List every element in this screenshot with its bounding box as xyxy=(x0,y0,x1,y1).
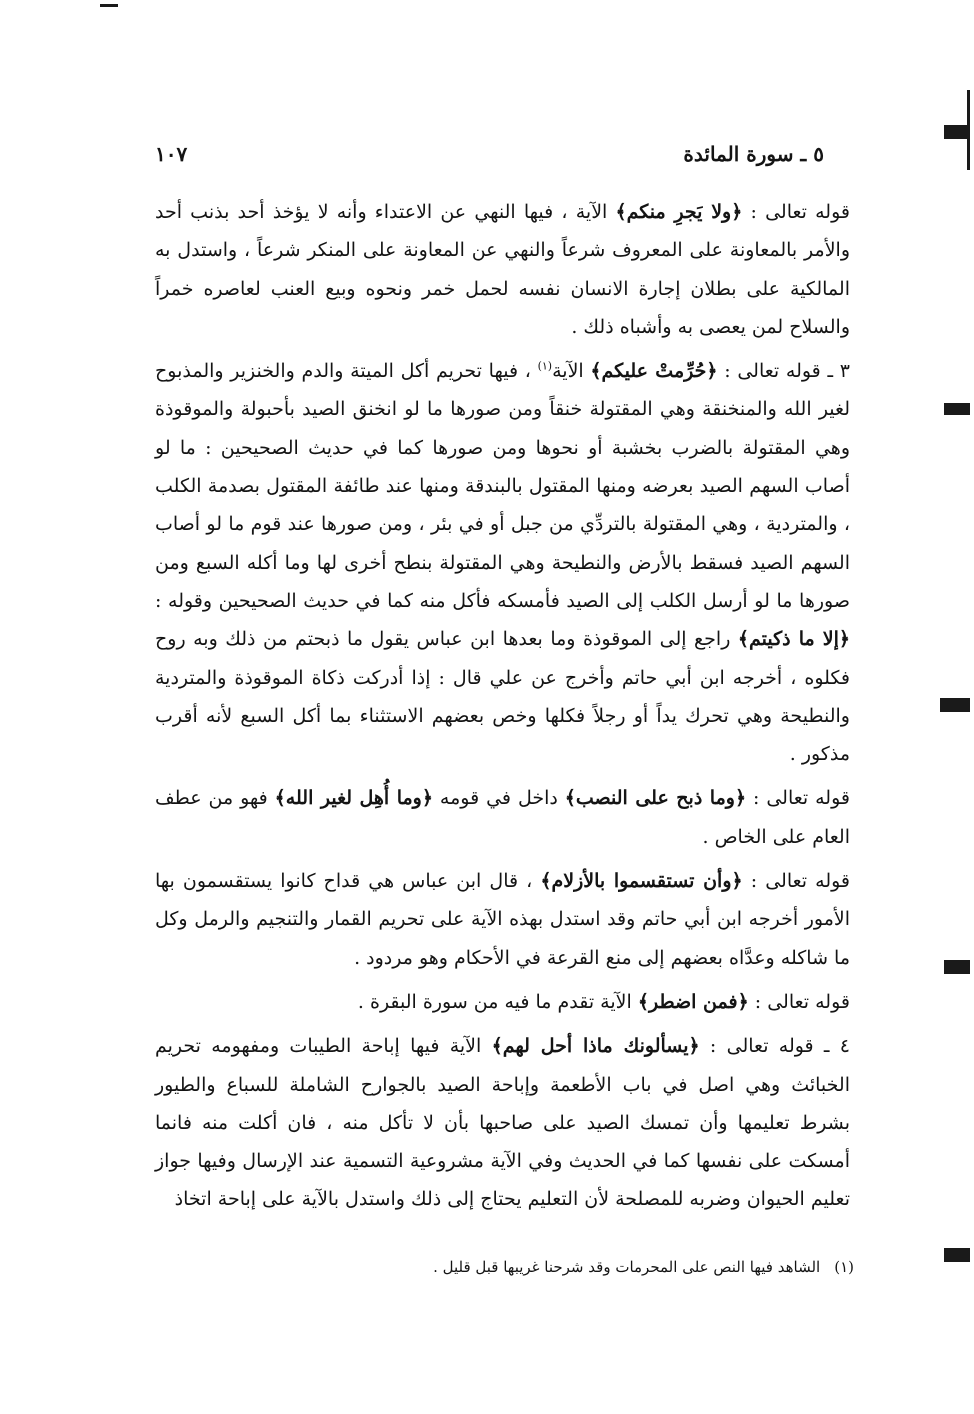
paragraph: قوله تعالى : ﴿وما ذبح على النصب﴾ داخل في قومه ﴿وما أُهِل لغير الله﴾ فهو من عطف العام على الخاص . xyxy=(155,787,850,848)
paragraph: قوله تعالى : ﴿فمن اضطر﴾ الآية تقدم ما فيه من سورة البقرة . xyxy=(357,990,850,1013)
paragraph: قوله تعالى : ﴿ولا يَجرِ منكم﴾ الآية ، فيها النهي عن الاعتداء وأنه لا يؤخذ أحد بذنب أحد والأمر بالمعاونة على المعروف شرعاً والنهي عن المعاونة على المنكر شرعاً ، واستدل به المالكية على بطلان إجارة الانسان نفسه لحمل خمر ونحوه وبيع العنب لعاصره خمراً والسلاح لمن يعصى به وأشباه ذلك . xyxy=(155,201,850,338)
scan-mark-right-6 xyxy=(944,1248,970,1262)
quran-quote: ﴿وأن تستقسموا بالأزلام﴾ xyxy=(540,870,743,893)
paragraph: ٤ ـ قوله تعالى : ﴿يسألونك ماذا أحل لهم﴾ الآية فيها إباحة الطيبات ومفهومه تحريم الخبائث وهي اصل في باب الأطعمة وإباحة الصيد بالجوارح الشاملة للسباع والطيور بشرط تعليمها وأن تمسك الصيد على صاحبها بأن لا تأكل منه ، فان أكلت منه فانما أمسكت على نفسها كما في الحديث وفي الآية مشروعية التسمية عند الإرسال وفيها جواز تعليم الحيوان وضربه للمصلحة لأن التعليم يحتاج إلى ذلك واستدل بالآية على إباحة اتخاذ xyxy=(155,1035,850,1211)
footnote xyxy=(155,1256,854,1278)
quran-quote: ﴿حُرِّمتْ عليكم﴾ xyxy=(590,360,718,383)
paragraph: ٣ ـ قوله تعالى : ﴿حُرِّمتْ عليكم﴾ الآية$^{(١)}$ ، فيها تحريم أكل الميتة والدم والخنزير والمذبوح لغير الله والمنخنقة وهي المقتولة خنقاً ومن صورها ما لو انخنق الصيد بأحبولة والموقوذة وهي المقتولة بالضرب بخشبة أو نحوها ومن صورها كما في حديث الصحيحين : ما لو أصاب السهم الصيد بعرضه ومنها المقتول بالبندقة ومنها عند طائفة المقتول بصدمة الكلب ، والمتردية ، وهي المقتولة بالتردِّي من جبل أو في بئر ، ومن صورها عند قوم ما لو أصاب السهم الصيد فسقط بالأرض والنطيحة وهي المقتولة بنطح أخرى لها وما أكله السبع ومن صورها ما لو أرسل الكلب إلى الصيد فأمسكه فأكل منه كما في حديث الصحيحين وقوله : ﴿إلا ما ذكيتم﴾ راجع إلى الموقوذة وما بعدها ابن عباس يقول ما ذبحتم من ذلك وبه روح فكلوه ، أخرجه ابن أبي حاتم وأخرج عن علي قال : إذا أدركت ذكاة الموقوذة والمتردية والنطيحة وهي تحرك يداً أو رجلاً فكلها وخص بعضهم الاستثناء بما أكل السبع لأنه أقرب مذكور . xyxy=(155,359,850,766)
paragraph: قوله تعالى : ﴿وأن تستقسموا بالأزلام﴾ ، قال ابن عباس هي قداح كانوا يستقسمون بها الأمور أخرجه ابن أبي حاتم وقد استدل بهذه الآية على تحريم القمار والتنجيم والرمل وكل ما شاكله وعدَّاه بعضهم إلى منع القرعة في الأحكام وهو مردود . xyxy=(155,870,851,969)
scan-mark-right-3 xyxy=(944,403,970,415)
quran-quote: ﴿وما ذبح على النصب﴾ xyxy=(564,787,747,810)
scan-mark-right-5 xyxy=(944,960,970,974)
footnote-text: الشاهد فيها النص على المحرمات وقد شرحنا غريبها قبل قليل . xyxy=(433,1258,821,1276)
main-text xyxy=(155,193,850,1225)
page-header xyxy=(155,136,824,172)
quran-quote: ﴿إلا ما ذكيتم﴾ xyxy=(737,628,850,651)
quran-quote: ﴿فمن اضطر﴾ xyxy=(637,990,749,1013)
quran-quote: ﴿ولا يَجرِ منكم﴾ xyxy=(615,201,743,223)
footnote-number: (١) xyxy=(834,1258,854,1276)
scan-mark-top xyxy=(100,4,118,7)
footnote-reference: (١) xyxy=(537,359,553,373)
surah-title: ٥ ـ سورة المائدة xyxy=(683,142,824,166)
scan-mark-right-2 xyxy=(944,125,970,139)
page-number: ١٠٧ xyxy=(155,142,188,166)
scan-mark-right-4 xyxy=(940,698,970,712)
quran-quote: ﴿وما أُهِل لغير الله﴾ xyxy=(274,787,433,810)
quran-quote: ﴿يسألونك ماذا أحل لهم﴾ xyxy=(491,1035,700,1058)
